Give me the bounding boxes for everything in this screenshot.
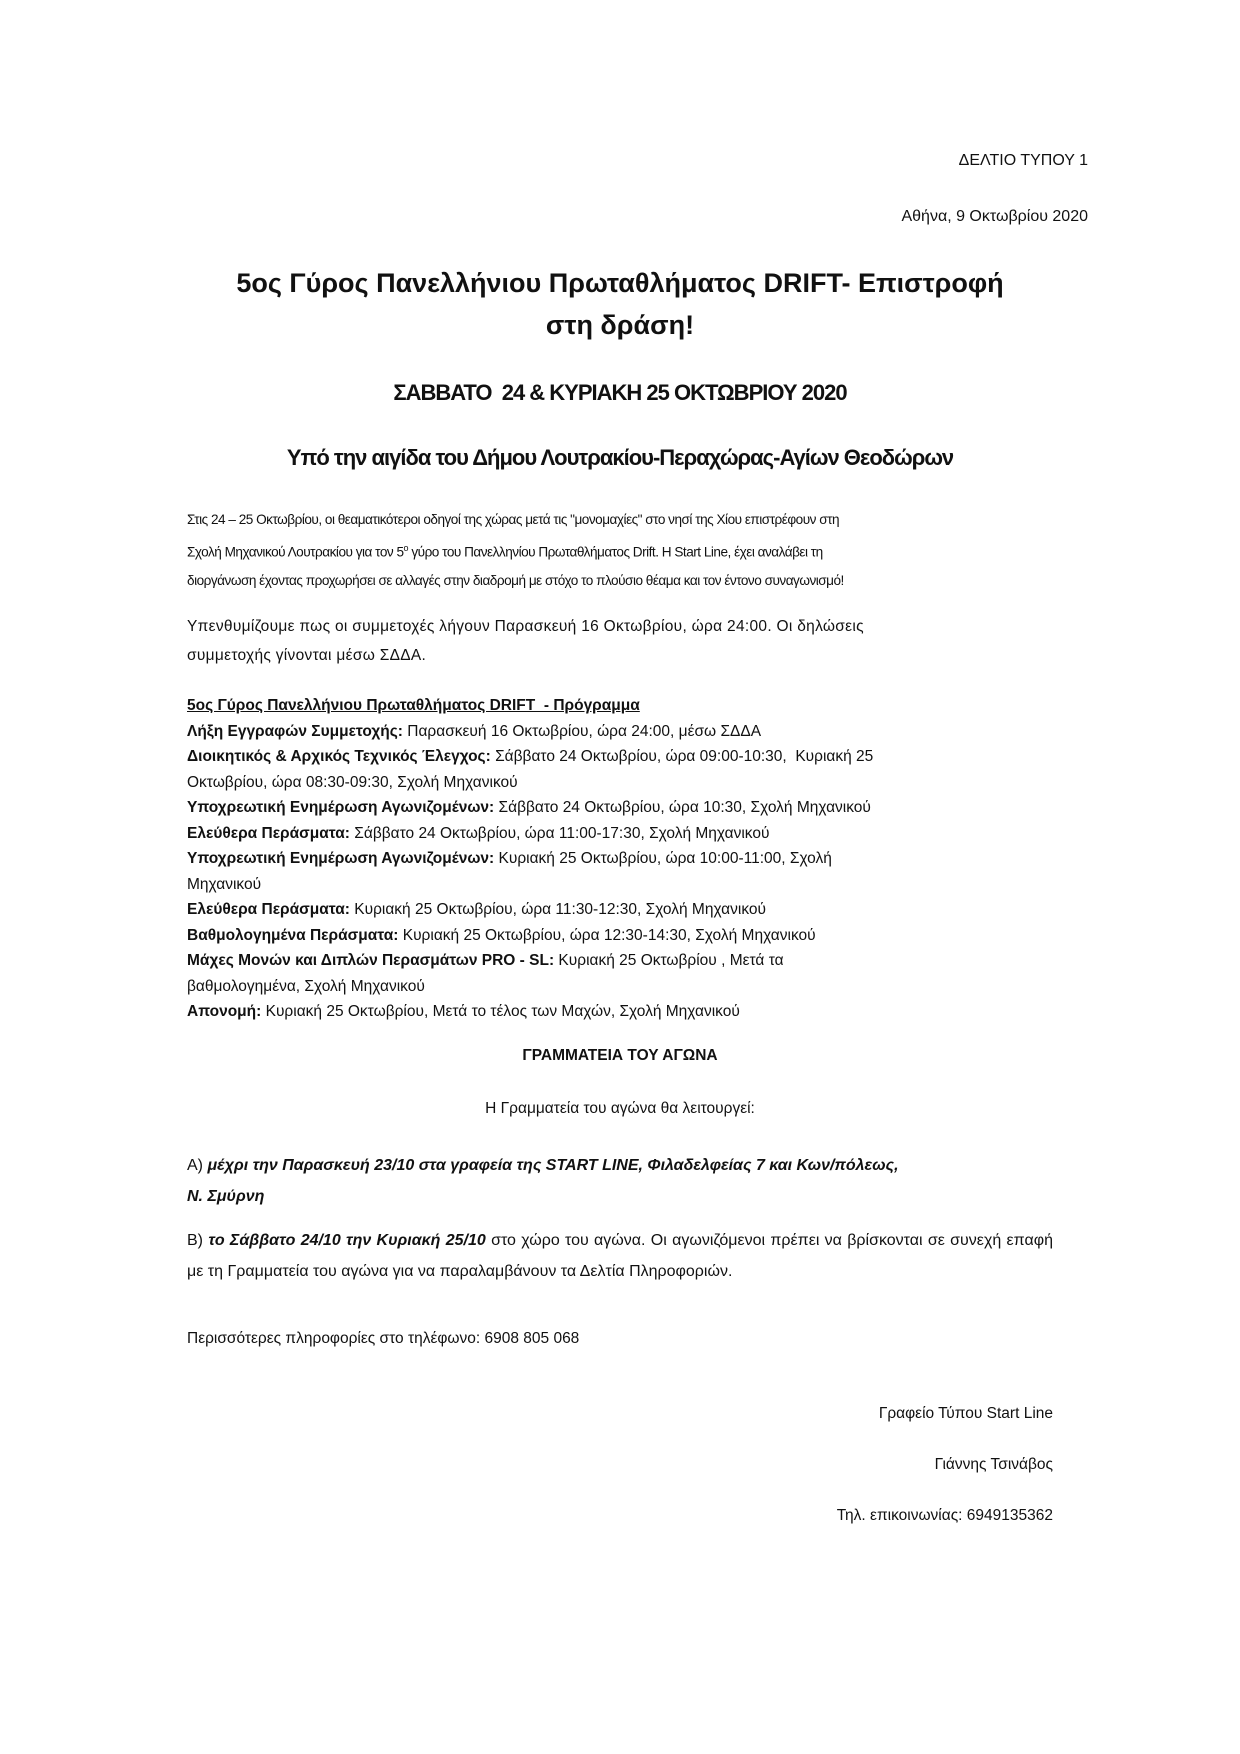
intro-line: Σχολή Μηχανικού Λουτρακίου για τον $5^o$ γύρο του Πανελληνίου Πρωταθλήματος Drift. Η Start Line, έχει αναλάβει τη [187,543,823,560]
item-a-detail-cont: Ν. Σμύρνη [187,1188,265,1205]
intro-line: Στις 24 – 25 Οκτωβρίου, οι θεαματικότεροι οδηγοί της χώρας μετά τις "μονομαχίες" στο νησί της Χίου επιστρέφουν στη [187,512,840,527]
secretariat-item-a: Α) μέχρι την Παρασκευή 23/10 στα γραφεία της START LINE, Φιλαδελφείας 7 και Κων/πόλεως, Ν. Σμύρνη [187,1150,1053,1212]
schedule-row: Βαθμολογημένα Περάσματα: Κυριακή 25 Οκτωβρίου, ώρα 12:30-14:30, Σχολή Μηχανικού [187,926,816,944]
secretariat-intro: Η Γραμματεία του αγώνα θα λειτουργεί: [485,1100,755,1117]
intro-line: διοργάνωση έχοντας προχωρήσει σε αλλαγές στην διαδρομή με στόχο το πλούσιο θέαμα και τον έντονο συναγωνισμό! [187,572,844,588]
schedule-row: Απονομή: Κυριακή 25 Οκτωβρίου, Μετά το τέλος των Μαχών, Σχολή Μηχανικού [187,1003,740,1020]
schedule-row-continuation: βαθμολογημένα, Σχολή Μηχανικού [187,977,425,995]
title-line-1: 5ος Γύρος Πανελλήνιου Πρωταθλήματος DRIFT- Επιστροφή [236,268,1004,298]
item-b-text: στο χώρο του αγώνα. Οι αγωνιζόμενοι πρέπει να βρίσκονται σε συνεχή επαφή με τη Γραμματεία του αγώνα για να παραλαμβάνουν τα Δελτία Πληροφοριών. [187,1232,1054,1280]
signature-phone: Τηλ. επικοινωνίας: 6949135362 [836,1507,1053,1524]
item-a-detail: μέχρι την Παρασκευή 23/10 στα γραφεία της START LINE, Φιλαδελφείας 7 και Κων/πόλεως, [207,1157,899,1174]
signature-office: Γραφείο Τύπου Start Line [878,1405,1053,1422]
secretariat-item-b: Β) το Σάββατο 24/10 την Κυριακή 25/10 στο χώρο του αγώνα. Οι αγωνιζόμενοι πρέπει να βρίσκονται σε συνεχή επαφή με τη Γραμματεία του αγώνα για να παραλαμβάνουν τα Δελτία Πληροφοριών. [187,1232,1054,1280]
item-b-dates: το Σάββατο 24/10 την Κυριακή 25/10 [208,1232,486,1249]
reminder-paragraph [187,612,1057,670]
patronage: Υπό την αιγίδα του Δήμου Λουτρακίου-Περαχώρας-Αγίων Θεοδώρων [286,445,954,470]
secretariat-heading: ΓΡΑΜΜΑΤΕΙΑ ΤΟΥ ΑΓΩΝΑ [522,1047,718,1064]
page-title [150,262,1090,346]
schedule-row: Υποχρεωτική Ενημέρωση Αγωνιζομένων: Κυριακή 25 Οκτωβρίου, ώρα 10:00-11:00, Σχολή [187,850,832,867]
signature-name: Γιάννης Τσινάβος [934,1456,1053,1473]
schedule-row: Υποχρεωτική Ενημέρωση Αγωνιζομένων: Σάββατο 24 Οκτωβρίου, ώρα 10:30, Σχολή Μηχανικού [187,799,871,816]
intro-paragraph [187,506,1057,595]
press-release-number: ΔΕΛΤΙΟ ΤΥΠΟΥ 1 [958,152,1088,169]
schedule-row: Ελεύθερα Περάσματα: Κυριακή 25 Οκτωβρίου, ώρα 11:30-12:30, Σχολή Μηχανικού [187,901,766,918]
schedule-rows [187,719,1057,1025]
schedule-heading: 5ος Γύρος Πανελλήνιου Πρωταθλήματος DRIFT - Πρόγραμμα [187,697,640,714]
title-line-2: στη δράση! [545,310,695,340]
schedule-row: Ελεύθερα Περάσματα: Σάββατο 24 Οκτωβρίου, ώρα 11:00-17:30, Σχολή Μηχανικού [187,824,770,842]
more-info-phone: Περισσότερες πληροφορίες στο τηλέφωνο: 6908 805 068 [187,1330,580,1347]
reminder-line: συμμετοχής γίνονται μέσω ΣΔΔΑ. [187,647,427,664]
schedule-row: Μάχες Μονών και Διπλών Περασμάτων PRO - SL: Κυριακή 25 Οκτωβρίου , Μετά τα [187,952,784,969]
event-dates: ΣΑΒΒΑΤΟ 24 & ΚΥΡΙΑΚΗ 25 ΟΚΤΩΒΡΙΟΥ 2020 [393,380,847,405]
schedule-row: Διοικητικός & Αρχικός Τεχνικός Έλεγχος: Σάββατο 24 Οκτωβρίου, ώρα 09:00-10:30, Κυριακή 25 [187,748,874,765]
schedule-section [187,693,1057,1025]
reminder-line: Υπενθυμίζουμε πως οι συμμετοχές λήγουν Παρασκευή 16 Οκτωβρίου, ώρα 24:00. Οι δηλώσεις [187,618,864,635]
schedule-row-continuation: Οκτωβρίου, ώρα 08:30-09:30, Σχολή Μηχανικού [187,773,518,791]
schedule-row: Λήξη Εγγραφών Συμμετοχής: Παρασκευή 16 Οκτωβρίου, ώρα 24:00, μέσω ΣΔΔΑ [187,722,762,740]
schedule-row-continuation: Μηχανικού [187,875,262,893]
place-date: Αθήνα, 9 Οκτωβρίου 2020 [901,208,1088,225]
